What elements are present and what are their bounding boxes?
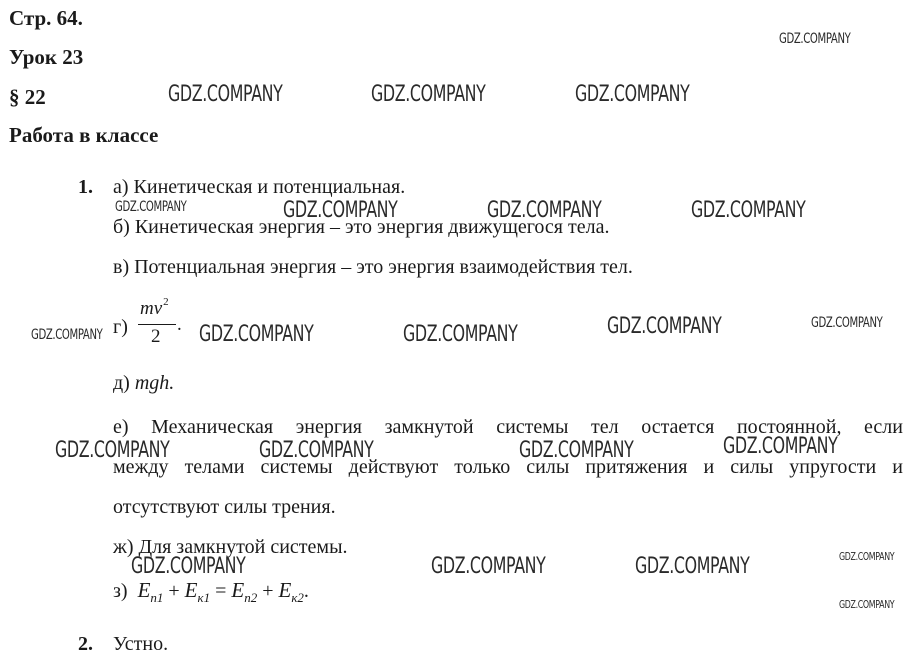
watermark: GDZ.COMPANY — [431, 554, 546, 579]
answer-e-line-2: между телами системы действуют только силы притяжения и силы упругости и — [113, 456, 903, 478]
answer-a: а) Кинетическая и потенциальная. — [113, 176, 406, 198]
answer-e-line-1: е) Механическая энергия замкнутой системы тел остается постоянной, если — [113, 416, 903, 438]
task-1-number: 1. — [78, 176, 93, 198]
watermark: GDZ.COMPANY — [811, 315, 883, 331]
watermark: GDZ.COMPANY — [55, 438, 170, 463]
task-2-number: 2. — [78, 633, 93, 655]
watermark: GDZ.COMPANY — [259, 438, 374, 463]
watermark: GDZ.COMPANY — [168, 82, 283, 107]
energy-conservation-equation: з) $E_{п1} + E_{к1} = E_{п2} + E_{к2}$. — [113, 578, 309, 605]
watermark: GDZ.COMPANY — [31, 327, 103, 343]
answer-zh: ж) Для замкнутой системы. — [113, 536, 348, 558]
kinetic-energy-formula — [136, 296, 182, 354]
watermark: GDZ.COMPANY — [839, 598, 895, 611]
page-number: Стр. 64. — [9, 6, 83, 30]
watermark: GDZ.COMPANY — [779, 31, 851, 47]
watermark: GDZ.COMPANY — [839, 550, 895, 563]
watermark: GDZ.COMPANY — [371, 82, 486, 107]
watermark: GDZ.COMPANY — [575, 82, 690, 107]
answer-b: б) Кинетическая энергия – это энергия движущегося тела. — [113, 216, 610, 238]
watermark: GDZ.COMPANY — [283, 198, 398, 223]
formula-denominator: 2 — [151, 326, 161, 347]
watermark: GDZ.COMPANY — [131, 554, 246, 579]
lesson-title: Урок 23 — [9, 45, 84, 69]
watermark: GDZ.COMPANY — [635, 554, 750, 579]
answer-e-line-3: отсутствуют силы трения. — [113, 496, 336, 518]
watermark: GDZ.COMPANY — [519, 438, 634, 463]
answer-d: д) mgh. — [113, 372, 175, 394]
task-2-answer: Устно. — [113, 633, 169, 655]
watermark: GDZ.COMPANY — [723, 434, 838, 459]
watermark: GDZ.COMPANY — [199, 322, 314, 347]
potential-energy-formula: mgh. — [134, 372, 175, 394]
classwork-heading: Работа в классе — [9, 123, 159, 147]
watermark: GDZ.COMPANY — [403, 322, 518, 347]
formula-period: . — [177, 314, 182, 335]
watermark: GDZ.COMPANY — [691, 198, 806, 223]
section-number: § 22 — [9, 85, 46, 109]
watermark: GDZ.COMPANY — [115, 199, 187, 215]
answer-g-label: г) — [113, 316, 128, 338]
fraction-bar — [138, 324, 176, 325]
answer-v: в) Потенциальная энергия – это энергия взаимодействия тел. — [113, 256, 633, 278]
formula-numerator: $mv^2$ — [140, 296, 169, 319]
watermark: GDZ.COMPANY — [487, 198, 602, 223]
watermark: GDZ.COMPANY — [607, 314, 722, 339]
